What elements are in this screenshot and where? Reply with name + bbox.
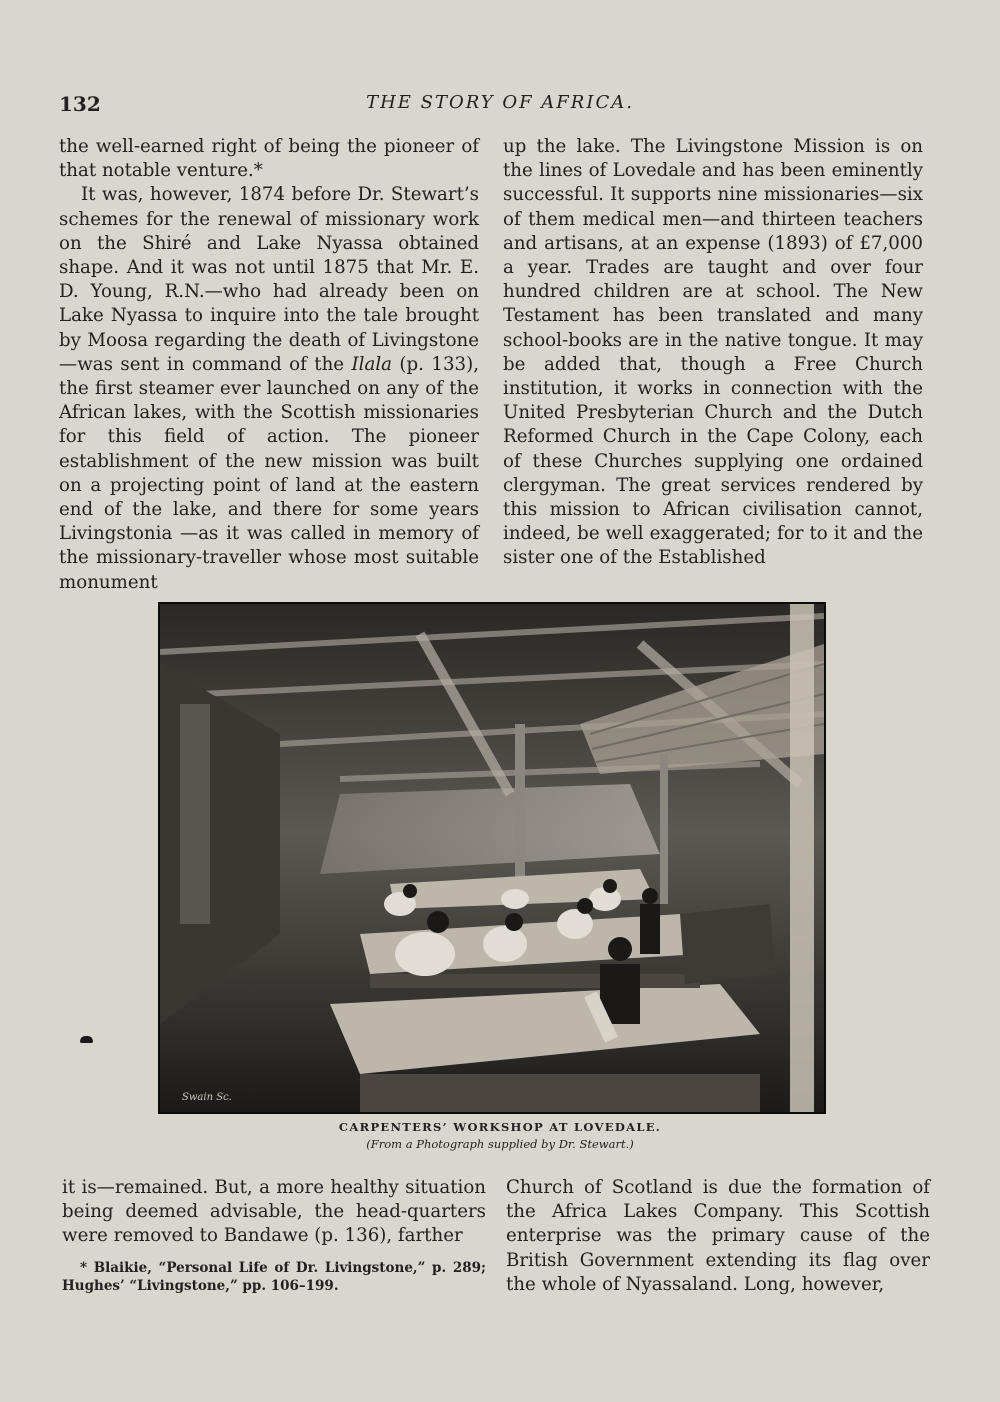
photo-illustration [160, 604, 824, 1112]
page-number: 132 [59, 92, 101, 116]
paragraph: up the lake. The Livingstone Mission is on the lines of Lovedale and has been eminently successful. It supports nine missionaries—six of them medical men—and thirteen teachers and artisans, at an expense (1893) of £7,000 a year. Trades are taught and over four hundred children are at school. The New Testament has been translated and many school-books are in the native tongue. It may be added that, though a Free Church institution, it works in connection with the United Presbyterian Church and the Dutch Reformed Church in the Cape Colony, each of these Churches supplying one ordained clergyman. The great services rendered by this mission to African civilisation cannot, indeed, be well exaggerated; for to it and the sister one of the Established [503, 136, 923, 569]
margin-ink-mark [80, 1036, 93, 1043]
footnote: * Blaikie, “Personal Life of Dr. Livingstone,” p. 289; Hughes’ “Livingstone,” pp. 106–199. [62, 1259, 486, 1294]
left-column-bottom [62, 1176, 486, 1295]
right-column-bottom [506, 1176, 930, 1297]
right-column-top [503, 135, 923, 571]
ship-name: Ilala [351, 353, 392, 375]
engraver-signature: Swain Sc. [182, 1092, 232, 1103]
figure-credit: (From a Photograph supplied by Dr. Stewart.) [366, 1137, 634, 1151]
workshop-photograph [158, 602, 826, 1114]
paragraph: Church of Scotland is due the formation of the Africa Lakes Company. This Scottish enterprise was the primary cause of the British Government extending its flag over the whole of Nyassaland. Long, however, [506, 1177, 930, 1295]
paragraph: the well-earned right of being the pioneer of that notable venture.* [59, 136, 479, 182]
running-title: THE STORY OF AFRICA. [366, 92, 634, 113]
left-column-top [59, 135, 479, 595]
figure-caption: CARPENTERS’ WORKSHOP AT LOVEDALE. [338, 1120, 662, 1134]
paragraph: It was, however, 1874 before Dr. Stewart’s schemes for the renewal of missionary work on the Shiré and Lake Nyassa obtained shape. And it was not until 1875 that Mr. E. D. Young, R.N.—who had already been on Lake Nyassa to inquire into the tale brought by Moosa regarding the death of Livingstone—was sent in command of the Ilala (p. 133), the first steamer ever launched on any of the African lakes, with the Scottish missionaries for this field of action. The pioneer establishment of the new mission was built on a projecting point of land at the eastern end of the lake, and there for some years Livingstonia —as it was called in memory of the missionary-traveller whose most suitable monument [59, 184, 479, 593]
paragraph: it is—remained. But, a more healthy situation being deemed advisable, the head-quarters were removed to Bandawe (p. 136), farther [62, 1177, 486, 1247]
